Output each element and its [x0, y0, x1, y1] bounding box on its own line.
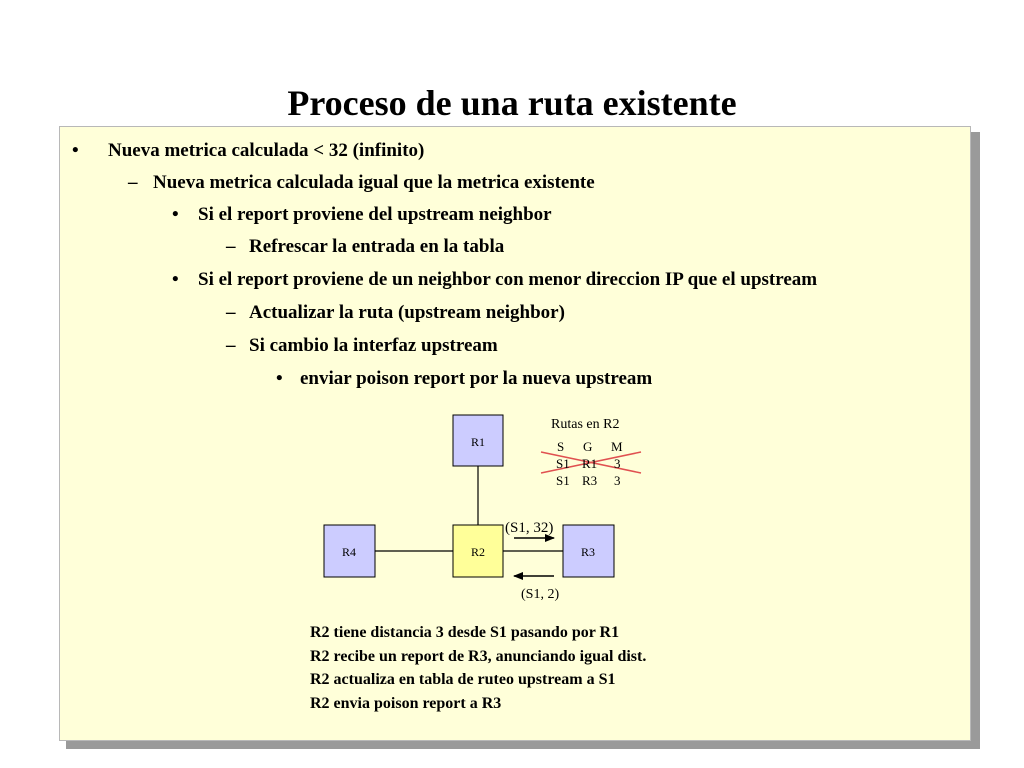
- outline-item: Nueva metrica calculada < 32 (infinito): [108, 140, 425, 161]
- route-table-cell: 3: [614, 456, 621, 471]
- route-table-cell: 3: [614, 473, 621, 488]
- note-line: R2 envia poison report a R3: [310, 694, 502, 712]
- outline-marker: –: [226, 302, 236, 323]
- route-table-cell: R1: [582, 456, 598, 471]
- router-label: R2: [470, 545, 486, 559]
- route-table-cell: S1: [556, 473, 570, 488]
- route-table-title: Rutas en R2: [551, 417, 620, 432]
- outline-marker: –: [128, 172, 138, 193]
- route-table-cell: R3: [582, 473, 598, 488]
- note-line: R2 tiene distancia 3 desde S1 pasando por R1: [310, 624, 620, 641]
- message-in-label: (S1, 2): [521, 587, 560, 602]
- router-r1: [453, 415, 503, 466]
- outline-marker: –: [226, 236, 236, 257]
- router-r4: [324, 525, 375, 577]
- outline-marker: –: [226, 335, 236, 356]
- router-label: R3: [580, 545, 596, 559]
- outline-item: Si cambio la interfaz upstream: [249, 335, 498, 356]
- route-table-cell: S1: [556, 456, 570, 471]
- outline-item: Si el report proviene del upstream neighbor: [198, 204, 552, 225]
- outline-item: Actualizar la ruta (upstream neighbor): [249, 302, 565, 323]
- outline-item: Refrescar la entrada en la tabla: [249, 236, 505, 257]
- router-label: R4: [341, 545, 357, 559]
- note-line: R2 recibe un report de R3, anunciando igual dist.: [310, 647, 647, 665]
- outline-marker: •: [172, 269, 179, 290]
- outline-item: Nueva metrica calculada igual que la metrica existente: [153, 172, 595, 193]
- route-table-header-cell: S: [557, 439, 565, 454]
- slide-title: Proceso de una ruta existente: [287, 83, 737, 123]
- router-r3: [563, 525, 614, 577]
- message-out-label: (S1, 32): [505, 520, 554, 536]
- note-line: R2 actualiza en tabla de ruteo upstream a S1: [310, 671, 616, 688]
- outline-marker: •: [72, 140, 79, 161]
- outline-marker: •: [172, 204, 179, 225]
- router-r2: [453, 525, 503, 577]
- router-label: R1: [470, 435, 486, 449]
- outline-marker: •: [276, 368, 283, 389]
- outline-item: Si el report proviene de un neighbor con menor direccion IP que el upstream: [198, 269, 818, 290]
- route-table-header-cell: M: [611, 439, 623, 454]
- outline-item: enviar poison report por la nueva upstream: [300, 368, 653, 389]
- explanation-notes: [310, 621, 646, 715]
- route-table-header-cell: G: [583, 439, 593, 454]
